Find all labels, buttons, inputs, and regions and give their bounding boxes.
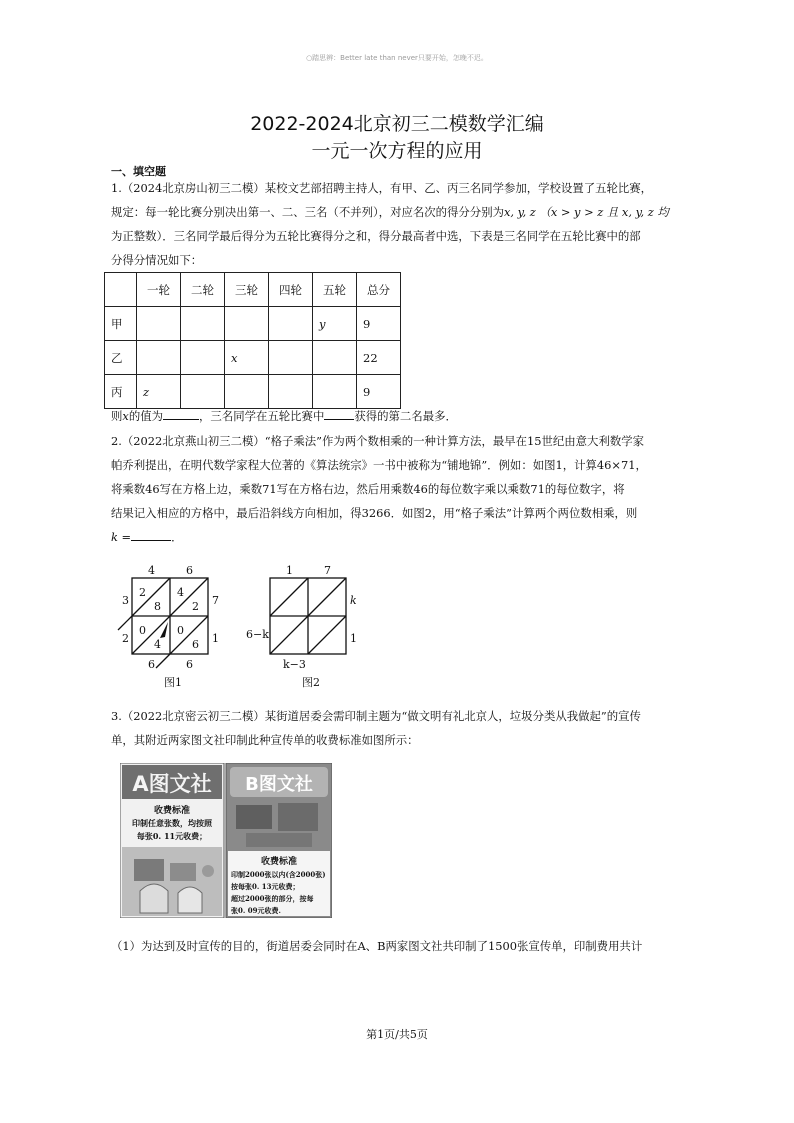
print-shop-posters: [120, 763, 332, 918]
decor-circle: [202, 865, 214, 877]
question-3-text: [111, 704, 691, 752]
answer-blank-k[interactable]: [131, 528, 171, 541]
fig1-diagonal-ext: [156, 654, 170, 668]
fig1-right-digit: 7: [212, 594, 219, 607]
poster-a: [120, 763, 224, 918]
q1-text-fragment: 规定：每一轮比赛分别决出第一、二、三名（不并列），对应名次的得分分别为: [111, 205, 504, 219]
table-cell: [181, 307, 225, 341]
table-header-cell: 一轮: [137, 273, 181, 307]
table-cell: [181, 341, 225, 375]
fig2-top-digit: 1: [286, 564, 293, 577]
table-cell: 丙: [105, 375, 137, 409]
fig1-bottom-digit: 6: [148, 658, 155, 671]
screen-graphic: [278, 803, 318, 831]
q1-line: 1.（2024北京房山初三二模）某校文艺部招聘主持人，有甲、乙、丙三名同学参加，学校设置了五轮比赛，: [111, 181, 653, 195]
fig1-caption: 图1: [164, 676, 182, 689]
watermark: ○踏思辨：Better late than never只要开始，怎晚不迟。: [306, 54, 488, 62]
q2-line: 2.（2022北京燕山初三二模）“格子乘法”作为两个数相乘的一种计算方法，最早在15世纪由意大利数学家: [111, 434, 645, 448]
fig2-caption: 图2: [302, 676, 320, 689]
table-cell: [137, 307, 181, 341]
q2-line: 结果记入相应的方格中，最后沿斜线方向相加，得3266．如图2，用“格子乘法”计算两个两位数相乘，则: [111, 506, 638, 520]
figure-2: [270, 578, 346, 654]
fig1-left-digit: 3: [122, 594, 129, 607]
fig1-top-digit: 6: [186, 564, 193, 577]
fig1-cell-digit: 0: [177, 624, 184, 637]
q2-period: ．: [171, 530, 183, 544]
fig2-diagonal: [270, 616, 308, 654]
q3-line: 单，其附近两家图文社印制此种宣传单的收费标准如图所示：: [111, 733, 419, 747]
q2-line: [111, 525, 691, 549]
fig1-cell-digit: 8: [154, 600, 161, 613]
poster-a-fee-title: 收费标准: [153, 806, 191, 816]
table-header-cell: 总分: [357, 273, 401, 307]
figure-1: [118, 578, 208, 668]
q1-answer-var: x: [122, 409, 129, 423]
fig2-diagonal: [308, 616, 346, 654]
table-header-row: [105, 273, 401, 307]
q2-line: 帕乔利提出，在明代数学家程大位著的《算法统宗》一书中被称为“铺地锦”．例如：如图1，计算46×71，: [111, 458, 647, 472]
q1-answer-text: ，三名同学在五轮比赛中: [199, 409, 325, 423]
q2-line: 将乘数46写在方格上边，乘数71写在方格右边，然后用乘数46的每位数字乘以乘数71的每位数字，将: [111, 482, 625, 496]
fig1-diagonal: [170, 578, 208, 616]
table-cell: [269, 341, 313, 375]
table-cell: [225, 307, 269, 341]
table-cell: 9: [357, 307, 401, 341]
table-cell: y: [313, 307, 357, 341]
q1-answer-text: 获得的第二名最多．: [354, 409, 457, 423]
q1-condition: （x > y > z 且 x, y, z 均: [539, 205, 669, 219]
fig1-left-digit: 2: [122, 632, 129, 645]
fig1-cell-digit: 2: [139, 586, 146, 599]
fig2-right-digit: 1: [350, 632, 357, 645]
poster-b-fee-title: 收费标准: [260, 857, 298, 867]
page-footer: 第1页/共5页: [366, 1028, 428, 1041]
table-row: [105, 341, 401, 375]
fig1-bottom-digit: 6: [186, 658, 193, 671]
q1-answer-text: 则: [111, 409, 123, 423]
table-cell: z: [137, 375, 181, 409]
document-graphic: [170, 863, 196, 881]
q2-k-label: k =: [111, 530, 132, 544]
poster-b: [226, 763, 332, 918]
table-cell: x: [225, 341, 269, 375]
poster-b-line: 张0. 09元收费.: [231, 906, 281, 915]
fig2-left-label: 6−k: [246, 628, 269, 641]
q1-line: 为正整数）．三名同学最后得分为五轮比赛得分之和，得分最高者中选，下表是三名同学在五轮比赛中的部: [111, 229, 641, 243]
table-cell: 22: [357, 341, 401, 375]
poster-b-line: 印制2000张以内(含2000张): [231, 870, 326, 879]
table-header-cell: 三轮: [225, 273, 269, 307]
score-table: [104, 272, 401, 409]
fig1-cell-digit: 2: [192, 600, 199, 613]
poster-b-line: 超过2000张的部分，按每: [231, 894, 314, 903]
table-header-cell: 四轮: [269, 273, 313, 307]
table-cell: 甲: [105, 307, 137, 341]
fig1-diagonal: [170, 616, 208, 654]
fig1-right-digit: 1: [212, 632, 219, 645]
fig1-cell-digit: 0: [139, 624, 146, 637]
fig1-cell-digit: 4: [177, 586, 184, 599]
q3-line: 3.（2022北京密云初三二模）某街道居委会需印制主题为“做文明有礼北京人，垃圾分类从我做起”的宣传: [111, 709, 641, 723]
arch-graphic: [140, 884, 168, 913]
fig2-diagonal: [308, 578, 346, 616]
q1-line: [111, 200, 691, 224]
q1-answer-text: 的值为: [128, 409, 164, 423]
desk-graphic: [246, 833, 312, 847]
poster-a-title: A图文社: [132, 772, 212, 796]
fig1-diagonal: [132, 578, 170, 616]
fig1-cell-digit: 6: [192, 638, 199, 651]
answer-blank-1[interactable]: [163, 407, 199, 420]
question-1-answer-line: [111, 404, 691, 428]
doc-subtitle: 一元一次方程的应用: [311, 140, 483, 162]
fig2-bottom-label: k−3: [283, 658, 306, 671]
section-heading: 一、填空题: [111, 165, 166, 178]
table-header-cell: [105, 273, 137, 307]
poster-a-line: 每张0. 11元收费；: [136, 831, 208, 841]
q1-variables: x, y, z: [503, 205, 536, 219]
laptop-graphic: [236, 805, 272, 829]
arch-graphic: [178, 887, 202, 913]
table-header-cell: 五轮: [313, 273, 357, 307]
table-cell: 9: [357, 375, 401, 409]
fig2-right-label: k: [350, 594, 357, 607]
poster-a-line: 印制任意张数，均按照: [132, 818, 212, 828]
poster-b-line: 按每张0. 13元收费；: [231, 882, 300, 891]
table-cell: [137, 341, 181, 375]
table-row: [105, 307, 401, 341]
answer-blank-2[interactable]: [324, 407, 354, 420]
fig1-top-digit: 4: [148, 564, 155, 577]
monitor-graphic: [134, 859, 164, 881]
table-cell: [269, 307, 313, 341]
q1-line: 分得分情况如下：: [111, 253, 203, 267]
question-2-text: [111, 429, 691, 549]
table-cell: 乙: [105, 341, 137, 375]
fig1-diagonal-ext: [118, 616, 132, 630]
question-3-sub-1: （1）为达到及时宣传的目的，街道居委会同时在A、B两家图文社共印制了1500张宣传单，印制费用共计: [111, 939, 643, 953]
table-header-cell: 二轮: [181, 273, 225, 307]
fig2-top-digit: 7: [324, 564, 331, 577]
question-1-text: [111, 176, 691, 272]
lattice-figures: [112, 558, 372, 693]
fig1-cell-digit: 4: [154, 638, 161, 651]
table-cell: [313, 341, 357, 375]
poster-b-title: B图文社: [245, 774, 313, 795]
doc-title: 2022-2024北京初三二模数学汇编: [250, 113, 544, 135]
fig2-diagonal: [270, 578, 308, 616]
